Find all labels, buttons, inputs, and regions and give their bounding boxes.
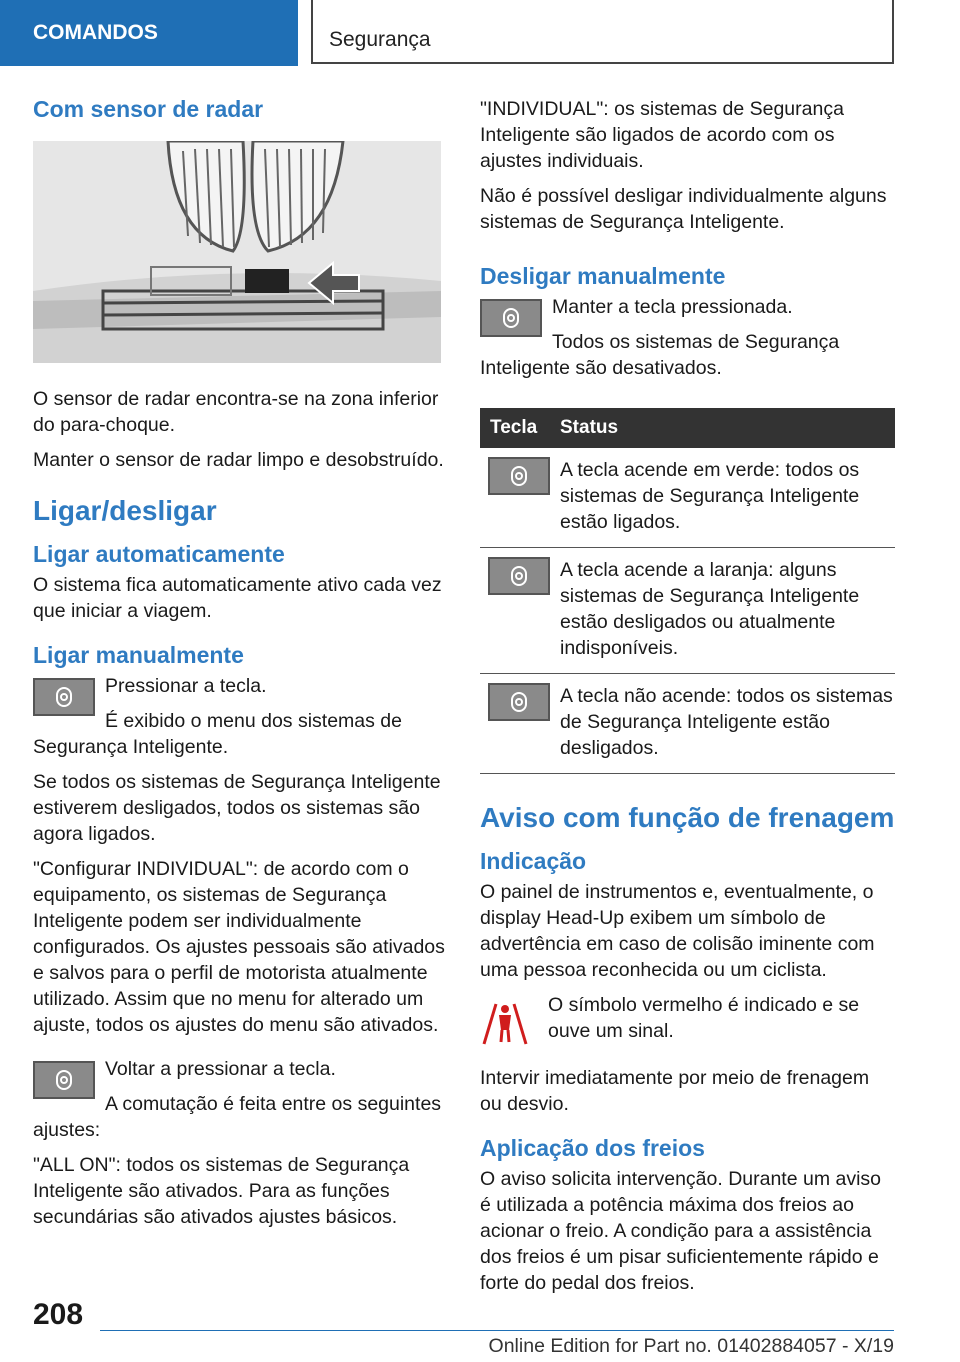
off-step-2: Todos os sistemas de Segurança Inteligente são desativados. — [480, 331, 840, 379]
manual-on-heading: Ligar manualmente — [33, 642, 244, 668]
right-column — [480, 96, 896, 1305]
brake-application-paragraph: O aviso solicita intervenção. Durante um aviso é utilizada a potência máxima dos freios ao acionar o freio. A condição para a assistência dos freios é um pisar suficientemente rápido e forte do pedal dos freios. — [480, 1168, 882, 1294]
assist-key-off-icon — [488, 683, 550, 721]
radar-sensor-figure — [33, 141, 441, 363]
manual-off-heading: Desligar manualmente — [480, 263, 726, 289]
intervene-paragraph: Intervir imediatamente por meio de frenagem ou desvio. — [480, 1067, 870, 1115]
again-step-1: Voltar a pressionar a tecla. — [105, 1058, 336, 1080]
on-off-heading: Ligar/desligar — [33, 495, 217, 526]
status-cell: A tecla não acende: todos os sistemas de Segurança Inteligente estão desligados. — [550, 674, 895, 774]
indication-paragraph: O painel de instrumentos e, eventualmente, o display Head-Up exibem um símbolo de advertência em caso de colisão iminente com uma pessoa reconhecida ou um ciclista. — [480, 881, 875, 981]
manual-step-2: É exibido o menu dos sistemas de Segurança Inteligente. — [33, 710, 402, 758]
not-possible-paragraph: Não é possível desligar individualmente alguns sistemas de Segurança Inteligente. — [480, 185, 887, 233]
all-on-paragraph: "ALL ON": todos os sistemas de Segurança Inteligente são ativados. Para as funções secundárias são ativados ajustes básicos. — [33, 1154, 410, 1228]
assist-key-orange-icon — [488, 557, 550, 595]
manual-step-1: Pressionar a tecla. — [105, 675, 267, 697]
pedestrian-warning-icon — [480, 1000, 530, 1046]
assist-key-icon — [33, 678, 95, 716]
manual-paragraph-2: "Configurar INDIVIDUAL": de acordo com o equipamento, os sistemas de Segurança Inteligente podem ser individualmente configurados. Os ajustes pessoais são ativados e salvos para o perfil de motorista atualmente utilizado. Assim que no menu for alterado um ajuste, todos os ajustes do menu são ativados. — [33, 858, 445, 1036]
edition-footer[interactable]: Online Edition for Part no. 01402884057 - X/19 — [488, 1335, 894, 1357]
col-header-key: Tecla — [480, 408, 550, 448]
auto-on-heading: Ligar automaticamente — [33, 541, 285, 567]
page-number: 208 — [33, 1298, 84, 1331]
key-status-table — [480, 408, 895, 774]
individual-paragraph: "INDIVIDUAL": os sistemas de Segurança Inteligente são ligados de acordo com os ajustes individuais. — [480, 98, 844, 172]
status-cell: A tecla acende a laranja: alguns sistemas de Segurança Inteligente estão desligados ou atualmente indisponíveis. — [550, 548, 895, 674]
radar-paragraph-1: O sensor de radar encontra-se na zona inferior do para-choque. — [33, 388, 439, 436]
section-tab[interactable]: COMANDOS — [0, 0, 298, 66]
left-column — [33, 96, 449, 1239]
col-header-status: Status — [550, 408, 895, 448]
table-row — [480, 448, 895, 548]
brake-warning-heading: Aviso com função de frenagem — [480, 802, 895, 833]
brake-application-heading: Aplicação dos freios — [480, 1135, 705, 1161]
table-row — [480, 674, 895, 774]
table-row — [480, 548, 895, 674]
footer-divider — [100, 1330, 894, 1331]
assist-key-icon — [480, 299, 542, 337]
auto-on-paragraph: O sistema fica automaticamente ativo cada vez que iniciar a viagem. — [33, 574, 442, 622]
assist-key-green-icon — [488, 457, 550, 495]
again-step-2: A comutação é feita entre os seguintes ajustes: — [33, 1093, 442, 1141]
status-cell: A tecla acende em verde: todos os sistemas de Segurança Inteligente estão ligados. — [550, 448, 895, 548]
off-step-1: Manter a tecla pressionada. — [552, 296, 793, 318]
manual-paragraph-1: Se todos os sistemas de Segurança Inteligente estiverem desligados, todos os sistemas são agora ligados. — [33, 771, 441, 845]
chapter-title: Segurança — [311, 0, 894, 64]
radar-paragraph-2: Manter o sensor de radar limpo e desobstruído. — [33, 449, 444, 471]
indication-heading: Indicação — [480, 848, 587, 874]
assist-key-icon — [33, 1061, 95, 1099]
radar-heading: Com sensor de radar — [33, 96, 264, 122]
symbol-paragraph: O símbolo vermelho é indicado e se ouve um sinal. — [548, 994, 860, 1042]
